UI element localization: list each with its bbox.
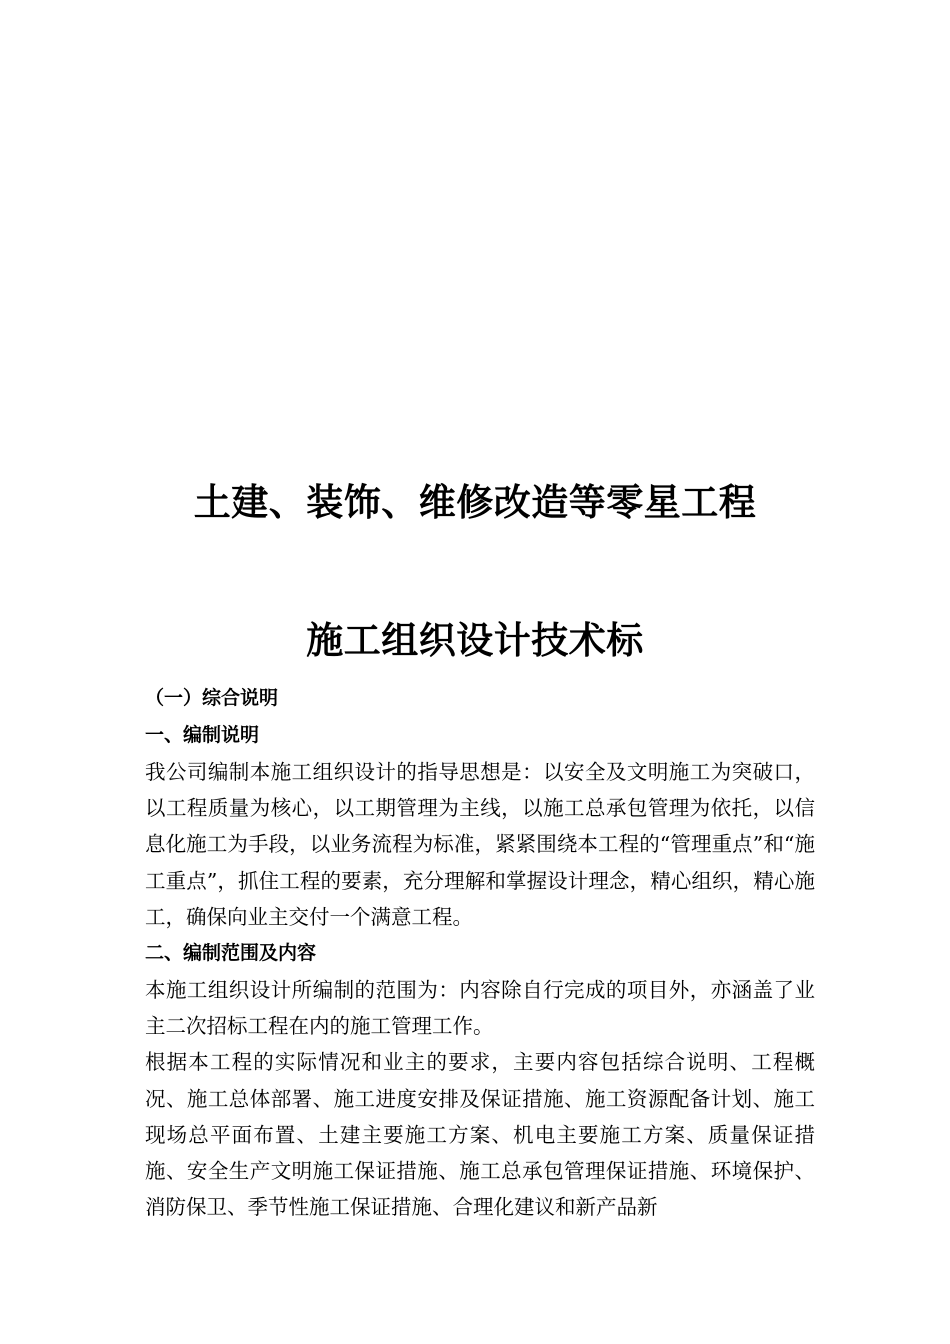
section-heading-general: （一）综合说明 xyxy=(145,687,279,709)
document-subtitle: 施工组织设计技术标 xyxy=(306,618,644,662)
heading-scope-and-content: 二、编制范围及内容 xyxy=(145,942,317,965)
paragraph-main-content: 根据本工程的实际情况和业主的要求，主要内容包括综合说明、工程概况、施工总体部署、施工进度安排及保证措施、施工资源配备计划、施工现场总平面布置、土建主要施工方案、机电主要施工方案、质量保证措施、安全生产文明施工保证措施、施工总承包管理保证措施、环境保护、消防保卫、季节性施工保证措施、合理化建议和新产品新 xyxy=(145,1050,815,1220)
document-title: 土建、装饰、维修改造等零星工程 xyxy=(193,480,757,524)
paragraph-guiding-principles: 我公司编制本施工组织设计的指导思想是：以安全及文明施工为突破口，以工程质量为核心，以工期管理为主线，以施工总承包管理为依托，以信息化施工为手段，以业务流程为标准，紧紧围绕本工程的“管理重点”和“施工重点”，抓住工程的要素，充分理解和掌握设计理念，精心组织，精心施工，确保向业主交付一个满意工程。 xyxy=(145,760,815,929)
document-body xyxy=(145,680,815,1225)
paragraph-scope: 本施工组织设计所编制的范围为：内容除自行完成的项目外，亦涵盖了业主二次招标工程在内的施工管理工作。 xyxy=(145,978,815,1039)
heading-compilation-notes: 一、编制说明 xyxy=(145,724,260,746)
